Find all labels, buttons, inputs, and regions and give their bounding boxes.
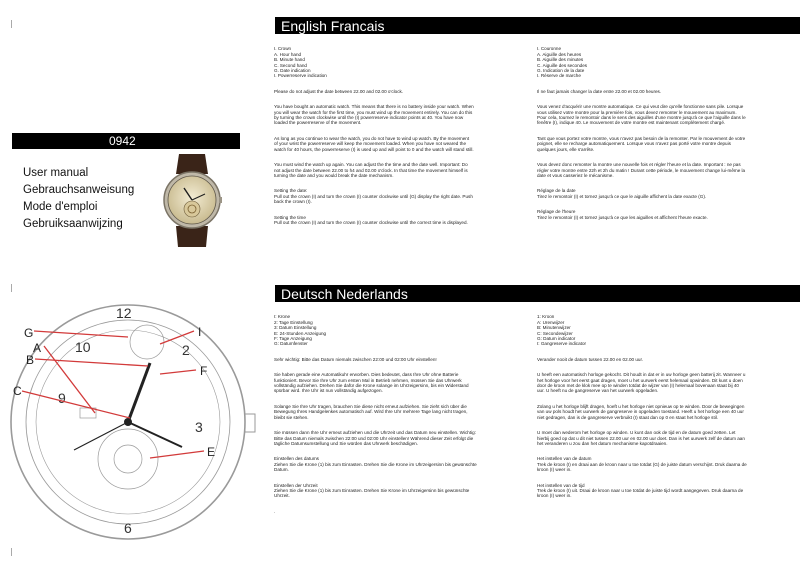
watch-diagram [0,290,262,560]
callout-label: G [24,326,34,340]
model-number-bar [12,133,240,149]
dial-number: 3 [195,419,203,435]
callout-label: F [200,364,208,378]
paragraph: Einstellen des datums Ziehen Sie die Krone (1) bis zum Einrasten. Drehen Sie die Krone im Uhrzeigersinn bis gewünschte Datum. [274,456,477,473]
english-text-column [274,41,474,235]
paragraph: Het instellen van de datum Trek de kroon (I) en draai aan de kroon naar u toe totdat (G) de juiste datum verschijnt. Druk daarna de kroon (I) weer in. [537,456,747,473]
french-text-column [537,41,747,230]
strap-top [176,154,208,174]
strap-bottom [176,226,208,247]
german-text-column [274,309,479,524]
paragraph: U moet dan wederom het horloge op winden. U kunt dan ook de tijd en de datum goed zetten. Let hierbij goed op dat u dit niet tussen 22.00 uur en 02.00 uur doet. Dan is het uurwerk zelf de datum aan het veranderen u zou dan het datum mechanisme kapotdraaien. [537,430,745,446]
section-header-german-dutch [275,285,800,302]
crown-icon [219,197,222,203]
paragraph: Verander nooit de datum tussen 22.00 en 02.00 uur. [537,356,643,362]
dial-number: 9 [58,390,66,406]
paragraph: . [274,508,276,514]
parts-list: 1: Kroon A: Urenwijzer B: Minutenwijzer C: Secondewijzer G: Datum indicator I: Gangreserve indicator [537,314,587,347]
callout-label: B [26,353,35,367]
diagram-crown [245,414,255,432]
paragraph: Einstellen der Uhrzeit Ziehen Sie die Krone (1) bis zum Einrasten. Drehen Sie Krone im Uhrzeigersinn bis gewünschte Uhrzeit. [274,482,470,499]
model-number: 0942 [109,134,136,148]
callout-label: E [207,445,216,459]
paragraph: As long as you continue to wear the watch, you do not have to wind up watch. By the movement of your wrist the powerreserve will keep the movement loaded. When you have not weared the watch for 40 hours, the powerreserve (I) is used up and will point to 0 and the watch will stand still. [274,135,474,152]
callout-label: I [198,325,202,339]
crop-mark [11,20,12,28]
manual-title-list [23,165,134,233]
parts-list: I: Krone 2: Tage Einstellung 3: Datum Einstellung E: 24-Stunden Anzeigung F: Tage Anzeigung G: Datumfenster [274,314,327,347]
paragraph: Sie haben gerade eine Automatikuhr erworben. Dies bedeutet, dass Ihre Uhr ohne Batterie funktioniert. Bevor Sie Ihre Uhr zum ersten Mal in Betrieb nehmen, müssen Sie das Uhrwerk vollständig aufziehen. Drehen Sie dafür die Krone solange im Uhrzeigersinn, bis ein Widerstand spürbar wird. Ihre Uhr ist nun vollständig aufgezogen. [274,372,469,394]
diagram-minute-hand [128,422,182,447]
paragraph: Vous devez donc remonter la montre une nouvelle fois et régler l'heure et la date. Important : ne pas régler votre montre entre 22h et 2h du matin ! Durant cette période, le mouvement change lui-même la date et vous casseriez le mécanisme. [537,162,746,178]
open-heart [184,201,200,217]
paragraph: Please do not adjust the date between 22.00 and 02.00 o'clock. [274,88,404,94]
watch-photo [162,152,222,248]
diagram-power-reserve [130,325,164,359]
paragraph: Réglage de la date Tirez le remontoir (I) et tornez jusqu'à ce que le aiguille affichent la date exacte (G). [537,188,707,199]
dutch-text-column [537,309,747,509]
paragraph: Zolang u het horloge blijft dragen, hoeft u het horloge niet opnieuw op te winden. Door de bewegingen van uw pols houdt het uurwerk de gangreserve in opgeladen toestand. Heeft u het horloge een 40 uur niet gedragen, dan is de gangreserve verbruikt (I) staat dan op 0 en staat het horloge stil. [537,403,745,420]
section-header-english-french [275,17,800,34]
diagram-hour-hand [128,363,150,422]
paragraph: Het instellen van de tijd Trek de kroon (I) uit. Draai de kroon naar u toe totdat de juiste tijd wordt aangegeven. Druk daarna de kroon (I) weer in. [537,482,744,499]
paragraph: Solange Sie Ihre Uhr tragen, brauchen Sie diese nicht erneut aufziehen. Sie zieht sich über die Bewegung Ihres Handgelenkes automatisch auf. Wird Ihre Uhr mehrere Tage lang nicht tragen, bleibt sie stehen. [274,403,468,420]
manual-title: Gebrauchsanweisung [23,184,135,196]
paragraph: Sehr wichtig: Bitte das Datum niemals zwischen 22:00 und 02:00 Uhr einstellen! [274,356,437,362]
paragraph: Vous venez d'acquérir une montre automatique. Ce qui veut dire qu'elle fonctionne sans pile. Lorsque vous utilisez votre montre pour la première fois, vous devez remonter le mouvement au maximum. Pour cela, tournez le remontoir dans le sens des aiguilles d'une montre jusqu'à ce que l'aiguille dans le fenêtre (I), indique 40. Le mouvement de votre montre est maintenant complètement chargé. [537,104,746,126]
paragraph: Tant que vous portez votre montre, vous n'avez pas besoin de la remonter. Par le mouvement de votre poignet, elle se recharge automatiquement. Lorsque vous n'avez pas porté votre montre depuis quelques jours, elle s'arrête. [537,135,746,152]
section-title: English Francais [281,18,385,34]
callout-label: C [13,384,22,398]
dial-number: 10 [75,339,91,355]
section-title: Deutsch Nederlands [281,286,408,302]
paragraph: Setting the time Pull out the crown (I) and turn the crown (I) counter clockwise until the correct time is displayed. [274,214,468,225]
parts-list: I. Crown A. Hour hand B. Minute hand C. Second hand G. Date indication I. Powerreserve indication [274,46,327,79]
paragraph: Réglage de l'heure Tirez le remontoir (I) et tornez jusqu'à ce que les aiguilles et affichent l'heure exacte. [537,209,708,220]
dial-number: 2 [182,342,190,358]
parts-list: I. Couronne A. Aiguille des heures B. Aiguille des minutes C. Aiguille des secondes G. Indication de la date I. Réserve de marche [537,46,588,79]
paragraph: You must wind the watch up again. You can adjust the the time and the date well. Important: Do not adjust the date between 22.00 to h4 and 02.00 o'clock. In that time the movement himself is turning the date and you would break the date mechanism. [274,162,468,178]
dial-number: 12 [116,305,132,321]
diagram-open-heart [98,429,158,489]
manual-title: Mode d'emploi [23,201,98,213]
manual-title: User manual [23,167,89,179]
paragraph: U heeft een automatisch horloge gekocht. Dit houdt in dat er in uw horloge geen batterij zit. Wanneer u het horloge voor het eerst gaat dragen, moet u het uurwerk eerst helemaal opwinden. Dit kunt u doen door de kroon met de klok mee op te winden totdat de wijzer van (I) helemaal bovenaan staat bij 40 uur. U heeft nu de gangreserve van het uurwerk opgeladen. [537,372,746,394]
paragraph: Setting the date: Pull out the crown (I) and turn the crown (I) counter clockwise until (G) display the right date. Push back the crown (I). [274,188,473,205]
paragraph: Sie müssen dann Ihre Uhr erneut aufziehen und die Uhrzeit und das Datum neu einstellen. Wichtig: Bitte das Datum niemals zwischen 22:00 und 02:00 Uhr einstellen! Während dieser Zeit erfolgt die tägliche Datumsumstellung und Sie würden das Uhrwerk beschädigen. [274,430,476,446]
paragraph: You have bought an automatic watch. This means that there is no battery inside your watch. When you will wear the watch for the first time, you must wind up the movement entirely. You can do this by turning the crown clockwise until the (I) powerreserve indicator points at 40. You have now loaded the powerreserve of the movement. [274,104,474,126]
manual-title: Gebruiksaanwijzing [23,218,123,230]
dial-number: 6 [124,520,132,536]
paragraph: Il ne faut jamais changer la date entre 22.00 et 02.00 heures. [537,88,662,94]
callout-label: A [33,341,42,355]
